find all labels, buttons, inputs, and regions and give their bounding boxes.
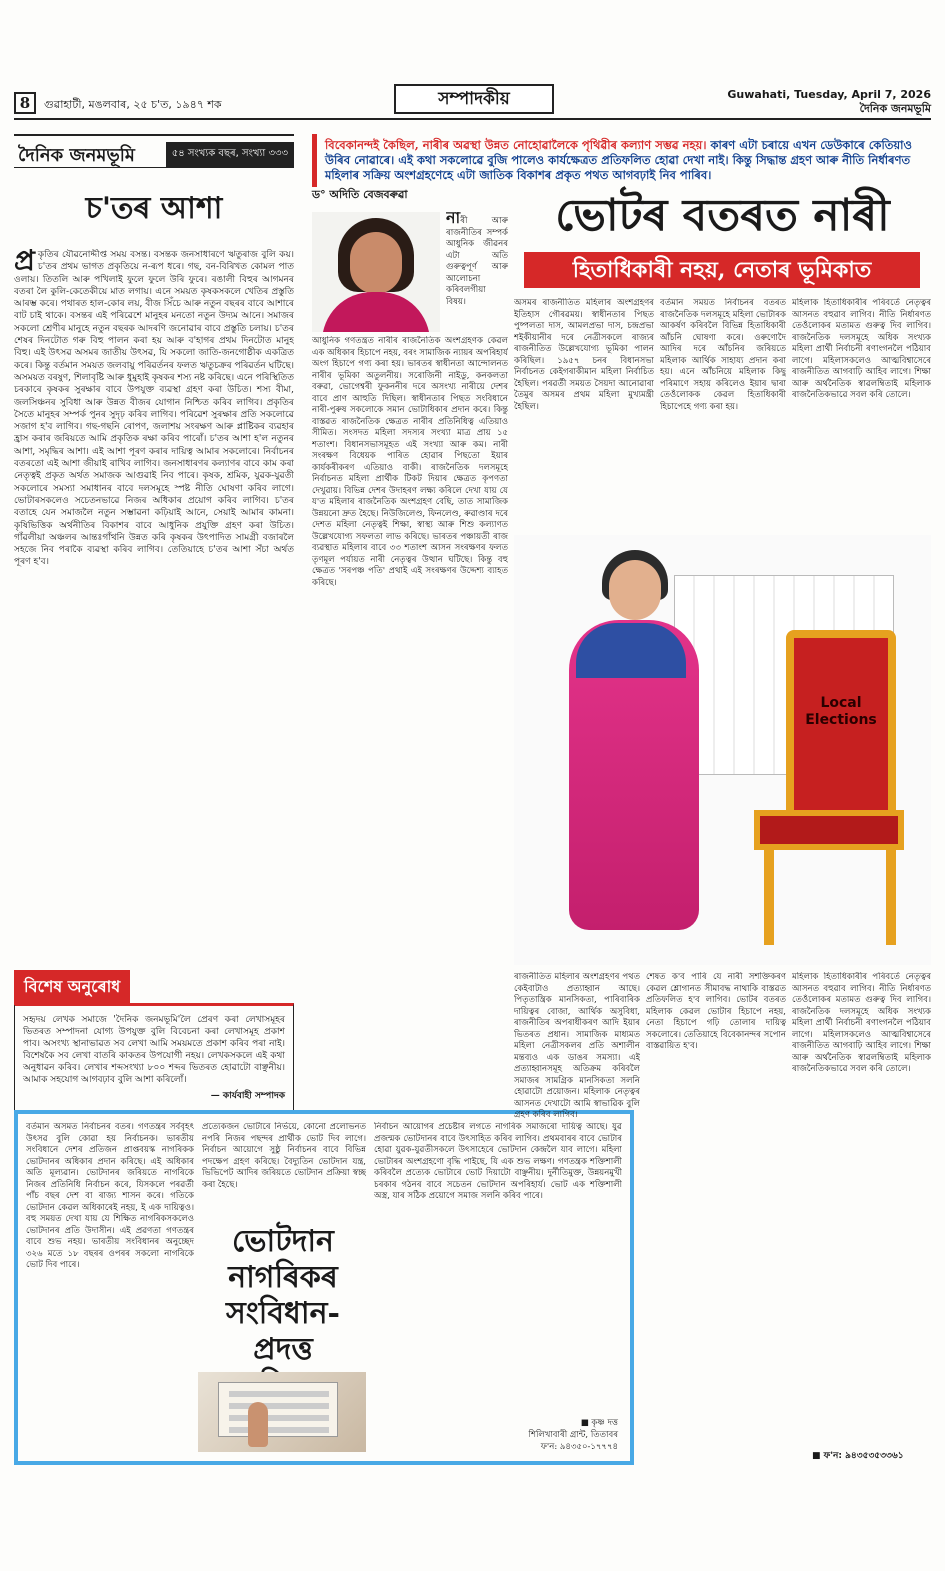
editorial-body	[14, 249, 294, 959]
editorial-text: কৃতিৰ যৌৱনোদ্দীপ্ত সময় বসন্ত। বসন্তক জনসাধাৰণে ঋতুৰাজ বুলি কয়। চ'তৰ প্রথম ভাগত প্রকৃতিয়ে ন-ৰূপ ধৰে। গছ, বন-বিৰিখত কোমল পাত ওলায়। তিতলি আৰু পখিলাই ফুলে ফুলে উৰি ফুৰে। ৰঙালী বিহুৰ আগমনৰ বতৰা লৈ কুলি-কেতেকীয়ে মাত লগায়। এনে সময়ত কৃষকসকলে খেতিৰ প্রস্তুতি আৰম্ভ কৰে। পথাৰত হাল-কোৰ লয়, বীজ সিঁচে আৰু নতুন বছৰৰ বাবে আশাৰে বাট চাই থাকে। বসন্তৰ এই পৰিৱেশে মানুহৰ মনতো নতুন উদ্যম আনে। সমাজৰ সকলো শ্রেণীৰ মানুহে নতুন বছৰক আদৰণি জনোৱাৰ বাবে প্রস্তুতি চলায়। চ'তৰ শেষৰ দিনটোত গৰু বিহু পালন কৰা হয় আৰু ব'হাগৰ প্রথম দিনটোত মানুহ বিহু। এই উৎসৱ অসমৰ জাতীয় উৎসৱ, যি সকলো জাতি-জনগোষ্ঠীক একত্রিত কৰে। কিন্তু বৰ্তমান সময়ত জলবায়ু পৰিৱৰ্তনৰ ফলত ঋতুচক্রৰ পৰিৱৰ্তন ঘটিছে। অসময়ত বৰষুণ, শিলাবৃষ্টি আৰু ধুমুহাই কৃষকৰ শস্য নষ্ট কৰিছে। এনে পৰিস্থিতিত চৰকাৰে কৃষকৰ সুৰক্ষাৰ বাবে উপযুক্ত ব্যৱস্থা গ্রহণ কৰা উচিত। শস্য বীমা, জলসিঞ্চনৰ সুবিধা আৰু উন্নত বীজৰ যোগান নিশ্চিত কৰিব লাগিব। প্রকৃতিৰ সৈতে মানুহৰ সম্পৰ্ক পুনৰ সুদৃঢ় কৰিব লাগিব। পৰিৱেশ সুৰক্ষাৰ প্রতি সকলোৱে সজাগ হ'ব লাগিব। গছ-গছনি ৰোপণ, জলাশয় সংৰক্ষণ আৰু প্লাষ্টিকৰ ব্যৱহাৰ হ্রাস কৰাৰ জৰিয়তে আমি প্রকৃতিক ৰক্ষা কৰিব পাৰোঁ। চ'তৰ আশা হ'ল নতুনৰ আশা, সমৃদ্ধিৰ আশা। এই আশা পূৰণ কৰাৰ দায়িত্ব আমাৰ সকলোৰে। নিৰ্বাচনৰ বতৰতো এই আশা জীয়াই ৰাখিব লাগিব। জনসাধাৰণৰ কল্যাণৰ বাবে কাম কৰা নেতৃত্বই প্রকৃত অৰ্থত সমাজক আগুৱাই নিব পাৰে। কৃষক, শ্রমিক, যুৱক-যুৱতী সকলোৰে সমস্যা সমাধানৰ বাবে দলসমূহে স্পষ্ট নীতি ঘোষণা কৰিব লাগে। ভোটাৰসকলেও সচেতনভাৱে নিজৰ অধিকাৰ প্রয়োগ কৰিব লাগিব। চ'তৰ বতাহে যেন সমাজলৈ নতুন সম্ভাৱনা কঢ়িয়াই আনে, সেয়াই আমাৰ কামনা। কৃষিভিত্তিক অৰ্থনীতিৰ বিকাশৰ বাবে আধুনিক প্রযুক্তি গ্রহণ কৰা উচিত। গাঁৱলীয়া অঞ্চলৰ আন্তঃগাঁথনি উন্নত কৰি কৃষকৰ উৎপাদিত সামগ্রী বজাৰলৈ সহজে নিব পৰাকৈ ব্যৱস্থা কৰিব লাগিব। তেতিয়াহে চ'তৰ আশা সঁচা অৰ্থত পূৰণ হ'ব।	[14, 250, 294, 568]
masthead	[14, 134, 294, 168]
article-subhead: হিতাধিকাৰী নহয়, নেতাৰ ভূমিকাত	[524, 252, 920, 288]
masthead-title: দৈনিক জনমভূমি	[18, 145, 135, 166]
sidebar-phone: ফ'ন: ৯৪৩৫০-১৭৭৭৪	[540, 1442, 618, 1452]
sidebar-location: শিলিখাবাৰী গ্ৰান্ট, তিতাবৰ	[528, 1430, 618, 1440]
notice-heading: বিশেষ অনুৰোধ	[14, 970, 130, 1005]
volume-badge: ৫৪ সংখ্যক বছৰ, সংখ্যা ৩৩৩	[166, 142, 294, 167]
chair-label: Local Elections	[805, 695, 877, 728]
woman-figure	[609, 560, 661, 620]
sidebar-author: ■ কৃষ্ণ দত্ত	[580, 1418, 618, 1428]
editorial-title: চ'তৰ আশা	[85, 191, 223, 226]
article-col-f: শেষত ক'ব পাৰি যে নাৰী সশক্তিকৰণ কেৱল শ্লোগানত সীমাবদ্ধ নাথাকি বাস্তৱত প্রতিফলিত হ'ব লাগিব। ভোটৰ বতৰত মহিলাক কেৱল ভোটাৰ হিচাপে নহয়, নেতা হিচাপে গঢ়ি তোলাৰ দায়িত্ব সকলোৰে। তেতিয়াহে বিবেকানন্দৰ সপোন বাস্তৱায়িত হ'ব।	[646, 972, 786, 1051]
article-col-a: আধুনিক গণতন্ত্রত নাৰীৰ ৰাজনৈতিক অংশগ্রহণক কেৱল এক অধিকাৰ হিচাপে নহয়, বৰং সামাজিক ন্যায়ৰ অপৰিহাৰ্য অংগ হিচাপে গণ্য কৰা হয়। ভাৰতৰ স্বাধীনতা আন্দোলনত নাৰীৰ ভূমিকা অতুলনীয়। সৰোজিনী নাইডু, কনকলতা বৰুৱা, ভোগেশ্বৰী ফুকননীৰ দৰে অসংখ্য নাৰীয়ে দেশৰ বাবে প্রাণ আহুতি দিছিল। স্বাধীনতাৰ পিছত সংবিধানে নাৰী-পুৰুষ সকলোকে সমান ভোটাধিকাৰ প্রদান কৰে। কিন্তু বাস্তৱত ৰাজনৈতিক ক্ষেত্রত নাৰীৰ প্রতিনিধিত্ব এতিয়াও সীমিত। সংসদত মহিলা সদস্যৰ সংখ্যা মাত্র প্রায় ১৫ শতাংশ। বিধানসভাসমূহত এই সংখ্যা আৰু কম। নাৰী সংৰক্ষণ বিধেয়ক পাৰিত হোৱাৰ পিছতো ইয়াৰ কাৰ্যকৰীকৰণ এতিয়াও বাকী। ৰাজনৈতিক দলসমূহে নিৰ্বাচনত মহিলা প্রাৰ্থীক টিকট দিয়াৰ ক্ষেত্রত কৃপণতা দেখুৱায়। বিভিন্ন দেশৰ উদাহৰণ লক্ষ্য কৰিলে দেখা যায় যে য'ত মহিলাৰ ৰাজনৈতিক অংশগ্রহণ বেছি, তাত সামাজিক উন্নয়নো দ্রুত হৈছে। নিউজিলেণ্ড, ফিনলেণ্ড, ৰুৱাণ্ডাৰ দৰে দেশত মহিলা নেতৃত্বই শিক্ষা, স্বাস্থ্য আৰু শিশু কল্যাণত উল্লেখযোগ্য সফলতা লাভ কৰিছে। ভাৰতৰ পঞ্চায়তী ৰাজ ব্যৱস্থাত মহিলাৰ বাবে ৩৩ শতাংশ আসন সংৰক্ষণৰ ফলত তৃণমূল পৰ্যায়ত নাৰী নেতৃত্বৰ উত্থান ঘটিছে। কিন্তু বহু ক্ষেত্রত 'সৰপঞ্চ পতি' প্রথাই এই সংৰক্ষণৰ উদ্দেশ্য ব্যাহত কৰিছে।	[312, 336, 508, 588]
sidebar-col-1: বৰ্তমান অসমত নিৰ্বাচনৰ বতৰ। গণতন্ত্রৰ সৰ্ববৃহৎ উৎসৱ বুলি কোৱা হয় নিৰ্বাচনক। ভাৰতীয় সংবিধানে দেশৰ প্রতিজন প্রাপ্তবয়স্ক নাগৰিকক ভোটদানৰ অধিকাৰ প্রদান কৰিছে। এই অধিকাৰ অতি মূল্যৱান। ভোটদানৰ জৰিয়তে নাগৰিকে নিজৰ প্রতিনিধি নিৰ্বাচন কৰে, যিসকলে পৰৱৰ্তী পাঁচ বছৰ দেশ বা ৰাজ্য শাসন কৰে। গতিকে ভোটদান কেৱল অধিকাৰেই নহয়, ই এক দায়িত্বও। বহু সময়ত দেখা যায় যে শিক্ষিত নাগৰিকসকলেও ভোটদানৰ প্রতি উদাসীন। এই প্রৱণতা গণতন্ত্রৰ বাবে শুভ নহয়। ভাৰতীয় সংবিধানৰ অনুচ্ছেদ ৩২৬ মতে ১৮ বছৰৰ ওপৰৰ সকলো নাগৰিকে ভোট দিব পাৰে।	[26, 1122, 194, 1270]
woman-leader-illustration	[514, 535, 931, 965]
article-col-e: ৰাজনীতিত মহিলাৰ অংশগ্রহণৰ পথত কেইবাটাও প্রত্যাহ্বান আছে। পিতৃতান্ত্রিক মানসিকতা, পাৰিবাৰিক দায়িত্বৰ বোজা, আৰ্থিক অসুবিধা, ৰাজনীতিৰ অপৰাধীকৰণ আদি ইয়াৰ ভিতৰত প্রধান। সামাজিক মাধ্যমত মহিলা নেত্রীসকলৰ প্রতি অশালীন মন্তব্যও এক ডাঙৰ সমস্যা। এই প্রত্যাহ্বানসমূহ অতিক্রম কৰিবলৈ সমাজৰ সামগ্রিক মানসিকতা সলনি হোৱাটো প্রয়োজন। মহিলাক নেতৃত্বৰ আসনত দেখাটো আমি স্বাভাৱিক বুলি গ্রহণ কৰিব লাগিব।	[514, 972, 640, 1120]
article-drop-cap: না	[446, 212, 461, 227]
notice-signature: — কাৰ্যবাহী সম্পাদক	[210, 1091, 285, 1101]
article-intro-text: ৰী আৰু ৰাজনীতিৰ সম্পৰ্ক আধুনিক জীৱনৰ এটা অতি গুৰুত্বপূৰ্ণ আৰু আলোচনা কৰিবলগীয়া বিষয়।	[446, 216, 508, 307]
author-photo	[312, 212, 440, 332]
drop-cap: প্র	[14, 249, 35, 277]
quote-red-text: বিবেকানন্দই কৈছিল, নাৰীৰ অৱস্থা উন্নত নোহোৱালৈকে পৃথিৱীৰ কল্যাণ সম্ভৱ নহয়।	[325, 138, 707, 152]
article-col-c: বৰ্তমান সময়ত নিৰ্বাচনৰ বতৰত ৰাজনৈতিক দলসমূহে মহিলা ভোটাৰক আকৰ্ষণ কৰিবলৈ বিভিন্ন হিতাধিকাৰী আঁচনি ঘোষণা কৰে। ওৰুণোদৈ আদিৰ দৰে আঁচনিৰ জৰিয়তে মহিলাক আৰ্থিক সাহায্য প্রদান কৰা হয়। এনে আঁচনিয়ে মহিলাক কিছু পৰিমাণে সহায় কৰিলেও ইয়াৰ দ্বাৰা তেওঁলোকক কেৱল হিতাধিকাৰী হিচাপেহে গণ্য কৰা হয়।	[660, 298, 786, 412]
header-right	[727, 88, 931, 116]
notice-box	[14, 1003, 294, 1111]
author-byline: ড° অদিতি বেজবৰুৱা	[312, 188, 408, 201]
notice-text: সহৃদয় লেখক সমাজে 'দৈনিক জনমভূমি'লৈ প্রেৰণ কৰা লেখাসমূহৰ ভিতৰত সম্পাদনা যোগ্য উপযুক্ত বুলি বিবেচনা কৰা লেখাসমূহ প্রকাশ পাব। অসংখ্য স্থানাভাৱত সব লেখা আমি সময়মতে প্রকাশ কৰিব পৰা নাই। বিশেষকৈ সব লেখা বাতৰি কাকতৰ উপযোগী নহয়। লেখকসকলে এই কথা অনুধাৱন কৰিব। লেখাৰ শব্দসংখ্যা ৮০০ শব্দৰ ভিতৰত হোৱাটো বাঞ্ছনীয়। আমাক সহযোগ আগবঢ়াব বুলি আশা কৰিলোঁ।	[23, 1015, 285, 1085]
article-col-g: মহিলাক হিতাধিকাৰীৰ পৰিবৰ্তে নেতৃত্বৰ আসনত বহুৱাব লাগিব। নীতি নিৰ্ধাৰণত তেওঁলোকৰ মতামত গুৰুত্ব দিব লাগিব। ৰাজনৈতিক দলসমূহে অধিক সংখ্যক মহিলা প্রাৰ্থী নিৰ্বাচনী ৰণাংগনলৈ পঠিয়াব লাগে। মহিলাসকলেও আত্মবিশ্বাসেৰে ৰাজনীতিত আগবাঢ়ি আহিব লাগে। শিক্ষা আৰু অৰ্থনৈতিক স্বাৱলম্বিতাই মহিলাক ৰাজনৈতিকভাৱে সবল কৰি তোলে।	[792, 972, 931, 1074]
header-date-assamese: গুৱাহাটী, মঙলবাৰ, ২৫ চ'ত, ১৯৪৭ শক	[44, 98, 222, 111]
editorial-column	[14, 134, 294, 959]
header-date-english: Guwahati, Tuesday, April 7, 2026	[727, 88, 931, 101]
quote-blue-text: কাৰণ এটা চৰায়ে এখন ডেউকাৰে কেতিয়াও উৰিব নোৱাৰে। এই কথা সকলোৱে বুজি পালেও কাৰ্যক্ষেত্রত প্রতিফলিত হোৱা দেখা নাই। কিন্তু সিদ্ধান্ত গ্রহণ আৰু নীতি নিৰ্ধাৰণত মহিলাৰ সক্রিয় অংশগ্রহণেহে এটা জাতিক বিকাশৰ প্রকৃত পথত আগবঢ়াই নিব পাৰিব।	[325, 138, 912, 182]
ballot-panel	[218, 1382, 338, 1437]
page-header	[14, 88, 931, 120]
section-title: সম্পাদকীয়	[394, 84, 554, 114]
sidebar-title: ভোটদান নাগৰিকৰ সংবিধান-প্রদত্ত	[226, 1224, 340, 1367]
article-col-d: মহিলাক হিতাধিকাৰীৰ পৰিবৰ্তে নেতৃত্বৰ আসনত বহুৱাব লাগিব। নীতি নিৰ্ধাৰণত তেওঁলোকৰ মতামত গুৰুত্ব দিব লাগিব। ৰাজনৈতিক দলসমূহে অধিক সংখ্যক মহিলা প্রাৰ্থী নিৰ্বাচনী ৰণাংগনলৈ পঠিয়াব লাগে। মহিলাসকলেও আত্মবিশ্বাসেৰে ৰাজনীতিত আগবাঢ়ি আহিব লাগে। শিক্ষা আৰু অৰ্থনৈতিক স্বাৱলম্বিতাই মহিলাক ৰাজনৈতিকভাৱে সবল কৰি তোলে।	[792, 298, 931, 400]
article-col-b: অসমৰ ৰাজনীতিত মহিলাৰ অংশগ্রহণৰ ইতিহাস গৌৰৱময়। স্বাধীনতাৰ পিছত পুষ্পলতা দাস, আমলপ্রভা দাস, চন্দ্রপ্রভা শইকীয়ানীৰ দৰে নেত্রীসকলে ৰাজ্যৰ ৰাজনীতিত উল্লেখযোগ্য ভূমিকা পালন কৰিছিল। ১৯৫৭ চনৰ বিধানসভা নিৰ্বাচনত কেইগৰাকীমান মহিলা নিৰ্বাচিত হৈছিল। পৰৱৰ্তী সময়ত সৈয়দা আনোৱাৰা তৈমুৰ অসমৰ প্রথম মহিলা মুখ্যমন্ত্রী হৈছিল।	[514, 298, 654, 412]
voting-machine-image	[198, 1372, 366, 1452]
article-phone: ■ ফ'ন: ৯৪৩৫৩৫৩৩৬১	[812, 1451, 904, 1461]
sidebar-col-3: নিৰ্বাচন আয়োগৰ প্রচেষ্টাৰ লগতে নাগৰিক সমাজৰো দায়িত্ব আছে। যুৱ প্রজন্মক ভোটদানৰ বাবে উৎসাহিত কৰিব লাগিব। প্রথমবাৰৰ বাবে ভোটাৰ হোৱা যুৱক-যুৱতীসকলে উৎসাহেৰে ভোটদান কেন্দ্রলৈ যাব লাগে। মহিলা ভোটাৰৰ অংশগ্রহণো বৃদ্ধি পাইছে, যি এক শুভ লক্ষণ। গণতন্ত্রক শক্তিশালী কৰিবলৈ প্রত্যেক ভোটাৰে ভোট দিয়াটো বাঞ্ছনীয়। দুৰ্নীতিমুক্ত, উন্নয়নমুখী চৰকাৰ গঠনৰ বাবে সচেতন ভোটদান অপৰিহাৰ্য। ভোট এক শক্তিশালী অস্ত্র, যাৰ সঠিক প্রয়োগে সমাজ সলনি কৰিব পাৰে।	[374, 1122, 622, 1201]
header-paper-name: দৈনিক জনমভূমি	[859, 102, 931, 115]
special-request-notice	[14, 970, 294, 1111]
article-intro	[446, 212, 508, 332]
page-number: 8	[14, 92, 36, 114]
sidebar-col-2: প্রত্যেকজন ভোটাৰে নিৰ্ভয়ে, কোনো প্রলোভনত নপৰি নিজৰ পছন্দৰ প্রাৰ্থীক ভোট দিব লাগে। নিৰ্বাচন আয়োগে সুষ্ঠু নিৰ্বাচনৰ বাবে বিভিন্ন পদক্ষেপ গ্রহণ কৰিছে। বৈদ্যুতিন ভোটদান যন্ত্র, ভিভিপেট আদিৰ জৰিয়তে ভোটদান প্রক্রিয়া স্বচ্ছ কৰা হৈছে।	[202, 1122, 366, 1190]
voter-finger	[248, 1402, 268, 1447]
article-headline: ভোটৰ বতৰত নাৰী	[555, 190, 890, 241]
quote-banner	[312, 134, 931, 187]
